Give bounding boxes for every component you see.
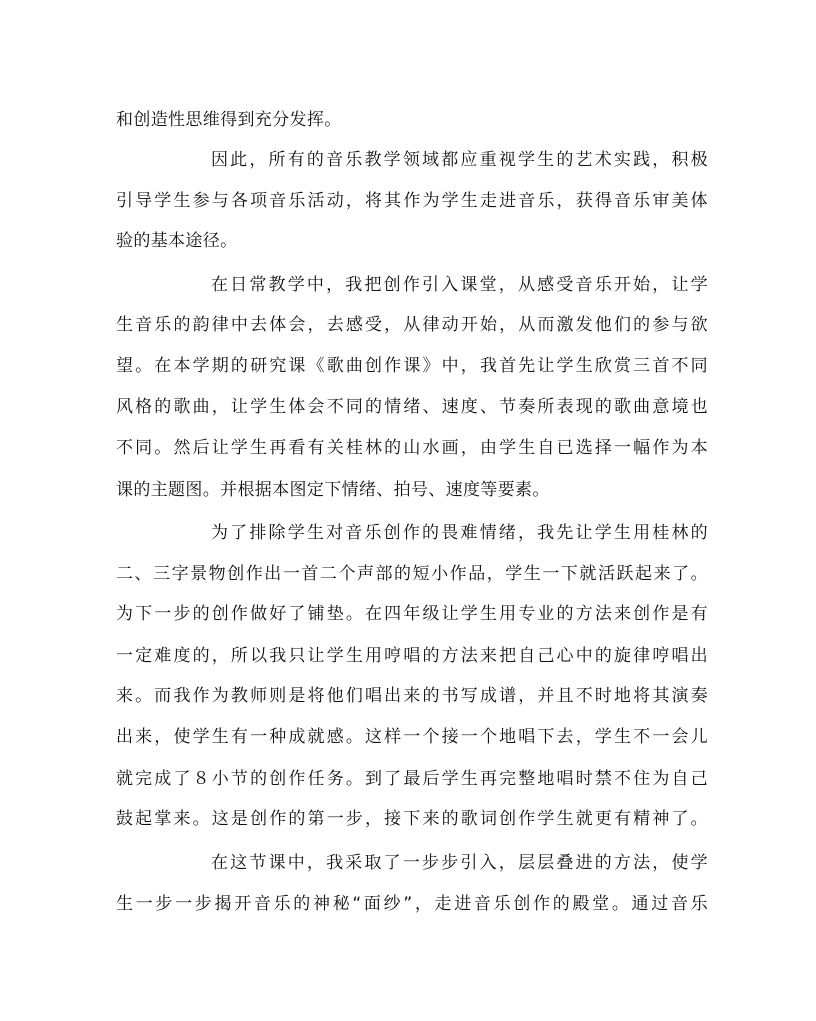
text-line: 出来，使学生有一种成就感。这样一个接一个地唱下去，学生不一会儿 — [116, 727, 708, 747]
text-line: 因此，所有的音乐教学领域都应重视学生的艺术实践，积极 — [211, 150, 708, 170]
text-line: 在日常教学中，我把创作引入课堂，从感受音乐开始，让学 — [211, 275, 708, 295]
text-line: 来。而我作为教师则是将他们唱出来的书写成谱，并且不时地将其演奏 — [116, 686, 708, 706]
text-line: 为下一步的创作做好了铺垫。在四年级让学生用专业的方法来创作是有 — [116, 604, 708, 624]
text-line: 为了排除学生对音乐创作的畏难情绪，我先让学生用桂林的 — [211, 523, 708, 543]
text-line: 课的主题图。并根据本图定下情绪、拍号、速度等要素。 — [116, 480, 550, 500]
text-line: 二、三字景物创作出一首二个声部的短小作品，学生一下就活跃起来了。 — [116, 564, 708, 584]
text-line: 生一步一步揭开音乐的神秘“面纱”，走进音乐创作的殿堂。通过音乐 — [116, 894, 708, 914]
text-line: 生音乐的韵律中去体会，去感受，从律动开始，从而激发他们的参与欲 — [116, 315, 708, 335]
text-line: 引导学生参与各项音乐活动，将其作为学生走进音乐，获得音乐审美体 — [116, 191, 708, 211]
text-line: 一定难度的，所以我只让学生用哼唱的方法来把自己心中的旋律哼唱出 — [116, 646, 708, 666]
text-line: 望。在本学期的研究课《歌曲创作课》中，我首先让学生欣赏三首不同 — [116, 356, 708, 376]
text-line: 就完成了８小节的创作任务。到了最后学生再完整地唱时禁不住为自己 — [116, 769, 708, 789]
text-line: 鼓起掌来。这是创作的第一步，接下来的歌词创作学生就更有精神了。 — [116, 809, 708, 829]
text-line: 和创造性思维得到充分发挥。 — [116, 110, 342, 130]
text-line: 在这节课中，我采取了一步步引入，层层叠进的方法，使学 — [211, 853, 708, 873]
text-line: 不同。然后让学生再看有关桂林的山水画，由学生自已选择一幅作为本 — [116, 438, 708, 458]
text-line: 验的基本途径。 — [116, 231, 238, 251]
text-line: 风格的歌曲，让学生体会不同的情绪、速度、节奏所表现的歌曲意境也 — [116, 397, 708, 417]
